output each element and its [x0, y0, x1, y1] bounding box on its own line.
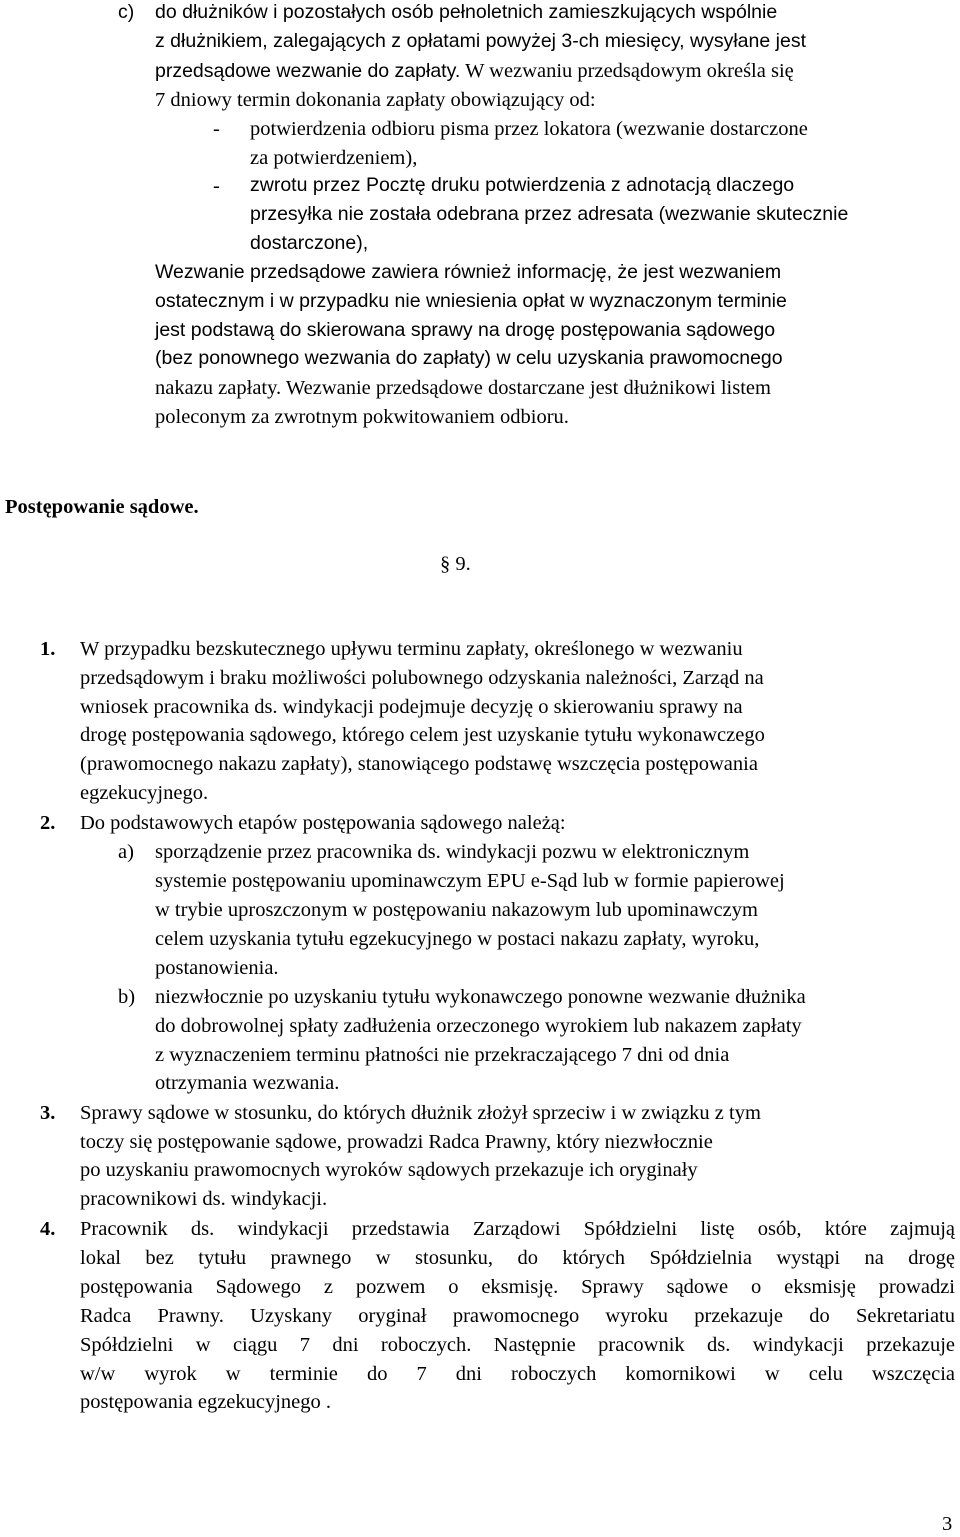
item-number: 3. — [40, 1102, 56, 1124]
text-line: Radca Prawny. Uzyskany oryginał prawomocnego wyroku przekazuje do Sekretariatu — [80, 1305, 955, 1327]
text-line: postępowania Sądowego z pozwem o eksmisję. Sprawy sądowe o eksmisję prowadzi — [80, 1276, 955, 1298]
text-line: potwierdzenia odbioru pisma przez lokatora (wezwanie dostarczone — [250, 118, 808, 140]
text-line: po uzyskaniu prawomocnych wyroków sądowych przekazuje ich oryginały — [80, 1159, 698, 1181]
text-line: z wyznaczeniem terminu płatności nie przekraczającego 7 dni od dnia — [155, 1044, 730, 1066]
page-number: 3 — [942, 1513, 953, 1535]
text-line: postępowania egzekucyjnego . — [80, 1391, 332, 1413]
text-line: w/w wyrok w terminie do 7 dni roboczych komornikowi w celu wszczęcia — [80, 1363, 955, 1385]
text-line: egzekucyjnego. — [80, 782, 209, 804]
item-number: 2. — [40, 812, 56, 834]
text-line: dostarczone), — [250, 232, 369, 254]
text-line: ostatecznym i w przypadku nie wniesienia opłat w wyznaczonym terminie — [155, 290, 787, 312]
text-line: pracownikowi ds. windykacji. — [80, 1188, 328, 1210]
text-line: postanowienia. — [155, 957, 279, 979]
text-line: systemie postępowaniu upominawczym EPU e-Sąd lub w formie papierowej — [155, 870, 785, 892]
text-line: przedsądowe wezwanie do zapłaty. W wezwaniu przedsądowym określa się — [155, 60, 794, 82]
text-line: przedsądowym i braku możliwości polubownego odzyskania należności, Zarząd na — [80, 667, 764, 689]
text-line: W przypadku bezskutecznego upływu terminu zapłaty, określonego w wezwaniu — [80, 638, 743, 660]
list-marker-a: a) — [118, 841, 134, 863]
text-line: sporządzenie przez pracownika ds. windykacji pozwu w elektronicznym — [155, 841, 750, 863]
text-line: otrzymania wezwania. — [155, 1072, 340, 1094]
text-line: poleconym za zwrotnym pokwitowaniem odbioru. — [155, 406, 569, 428]
list-marker-b: b) — [118, 986, 136, 1008]
text-line: 7 dniowy termin dokonania zapłaty obowiązujący od: — [155, 89, 596, 111]
text-line: celem uzyskania tytułu egzekucyjnego w postaci nakazu zapłaty, wyroku, — [155, 928, 760, 950]
text-line: wniosek pracownika ds. windykacji podejmuje decyzję o skierowaniu sprawy na — [80, 696, 743, 718]
text-line: Sprawy sądowe w stosunku, do których dłużnik złożył sprzeciw i w związku z tym — [80, 1102, 761, 1124]
text-line: (bez ponownego wezwania do zapłaty) w celu uzyskania prawomocnego — [155, 347, 783, 369]
dash-marker: - — [213, 175, 220, 197]
section-heading: Postępowanie sądowe. — [5, 496, 199, 518]
text-line: niezwłocznie po uzyskaniu tytułu wykonawczego ponowne wezwanie dłużnika — [155, 986, 806, 1008]
text-line: Spółdzielni w ciągu 7 dni roboczych. Następnie pracownik ds. windykacji przekazuje — [80, 1334, 955, 1356]
text-line: do dłużników i pozostałych osób pełnoletnich zamieszkujących wspólnie — [155, 1, 778, 23]
text-line: Pracownik ds. windykacji przedstawia Zarządowi Spółdzielni listę osób, które zajmują — [80, 1218, 955, 1240]
item-number: 4. — [40, 1218, 56, 1240]
text-line: (prawomocnego nakazu zapłaty), stanowiącego podstawę wszczęcia postępowania — [80, 753, 758, 775]
text-line: zwrotu przez Pocztę druku potwierdzenia z adnotacją dlaczego — [250, 174, 795, 196]
text-line: toczy się postępowanie sądowe, prowadzi Radca Prawny, który niezwłocznie — [80, 1131, 713, 1153]
dash-marker: - — [213, 118, 220, 140]
paragraph-mark: § 9. — [440, 553, 471, 575]
text-line: w trybie uproszczonym w postępowaniu nakazowym lub upominawczym — [155, 899, 758, 921]
text-line: jest podstawą do skierowana sprawy na drogę postępowania sądowego — [155, 319, 776, 341]
text-line: za potwierdzeniem), — [250, 147, 418, 169]
item-number: 1. — [40, 638, 56, 660]
text-line: z dłużnikiem, zalegających z opłatami powyżej 3-ch miesięcy, wysyłane jest — [155, 30, 806, 52]
text-line: Do podstawowych etapów postępowania sądowego należą: — [80, 812, 566, 834]
text-line: nakazu zapłaty. Wezwanie przedsądowe dostarczane jest dłużnikowi listem — [155, 377, 771, 399]
text-line: lokal bez tytułu prawnego w stosunku, do których Spółdzielnia wystąpi na drogę — [80, 1247, 955, 1269]
text-line: do dobrowolnej spłaty zadłużenia orzeczonego wyrokiem lub nakazem zapłaty — [155, 1015, 802, 1037]
text-line: drogę postępowania sądowego, którego celem jest uzyskanie tytułu wykonawczego — [80, 724, 765, 746]
text-line: Wezwanie przedsądowe zawiera również informację, że jest wezwaniem — [155, 261, 782, 283]
list-marker-c: c) — [118, 1, 135, 23]
text-line: przesyłka nie została odebrana przez adresata (wezwanie skutecznie — [250, 203, 849, 225]
